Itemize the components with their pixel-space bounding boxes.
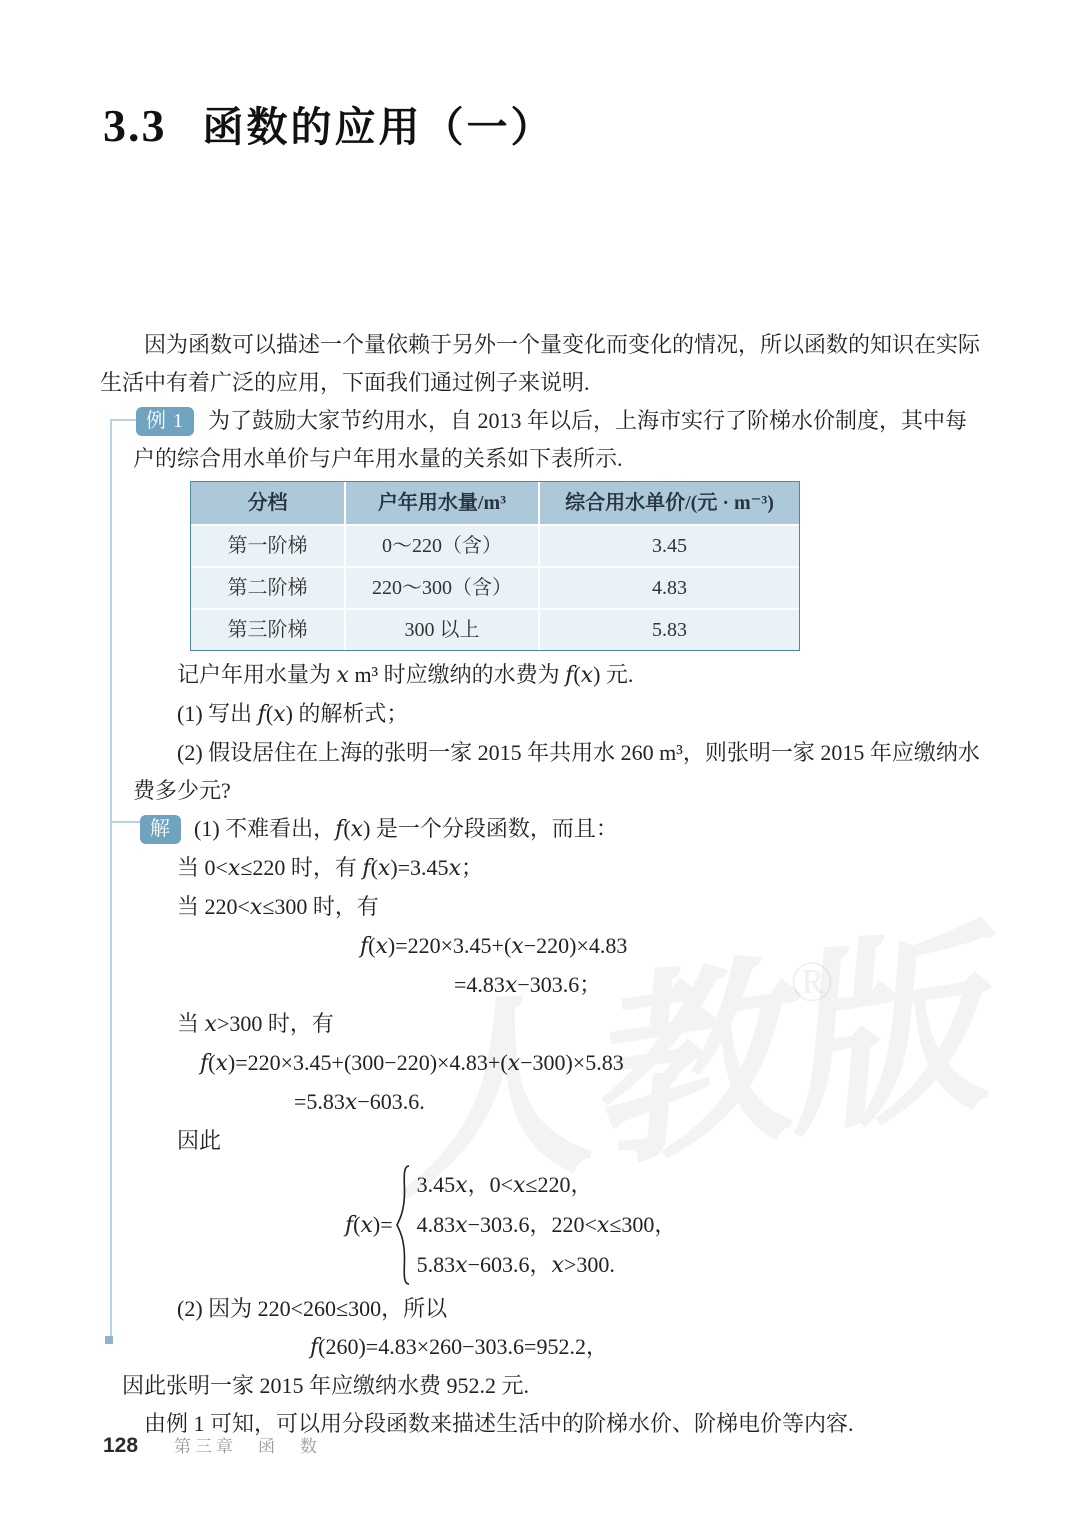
question-2: (2) 假设居住在上海的张明一家 2015 年共用水 260 m³，则张明一家 2015 年应缴纳水费多少元? [133,740,980,803]
piecewise-case-2: 4.83x−303.6，220<x≤300， [416,1212,677,1238]
solution-case-3-intro: 当 x>300 时，有 [177,1011,334,1037]
piecewise-function [345,1164,982,1286]
table-header-row [191,482,799,526]
solution-intro-text: (1) 不难看出，f(x) 是一个分段函数，而且： [194,816,618,842]
therefore-label: 因此 [177,1128,222,1153]
piecewise-case-1: 3.45x，0<x≤220， [416,1172,593,1198]
section-number: 3.3 [103,100,167,151]
table-cell-usage: 0～220（含） [346,526,540,568]
solution-intro [133,810,982,849]
table-cell-tier: 第三阶梯 [191,610,346,650]
table-cell-tier: 第二阶梯 [191,568,346,610]
table-header-price: 综合用水单价/(元 · m⁻³) [540,482,799,526]
section-title-text: 函数的应用（一） [202,104,555,150]
table-row [191,568,799,610]
table-cell-price: 4.83 [540,568,799,610]
equation-case3-line2: =5.83x−603.6. [294,1089,425,1115]
closing-remark: 由例 1 可知，可以用分段函数来描述生活中的阶梯水价、阶梯电价等内容. [144,1411,854,1436]
equation-f260: f(260)=4.83×260−303.6=952.2， [310,1334,608,1360]
table-cell-tier: 第一阶梯 [191,526,346,568]
table-row [191,526,799,568]
page-content [100,326,982,1443]
pricing-table [190,481,800,651]
solution-conclusion: 因此张明一家 2015 年应缴纳水费 952.2 元. [122,1373,530,1398]
example-statement-text: 为了鼓励大家节约用水，自 2013 年以后，上海市实行了阶梯水价制度，其中每户的综合用水单价与户年用水量的关系如下表所示. [133,408,968,471]
curly-brace-icon [395,1164,411,1286]
example-badge: 例 1 [136,407,194,436]
solution-badge: 解 [140,815,181,844]
piecewise-case-3: 5.83x−603.6，x>300. [416,1252,615,1278]
equation-case3-line1: f(x)=220×3.45+(300−220)×4.83+(x−300)×5.83 [200,1050,624,1076]
piecewise-cases [417,1165,677,1285]
table-cell-price: 3.45 [540,526,799,568]
table-cell-usage: 300 以上 [346,610,540,650]
table-row [191,610,799,650]
solution-part2-intro: (2) 因为 220<260≤300，所以 [177,1296,448,1321]
equation-case2-line2: =4.83x−303.6； [454,972,602,998]
table-cell-usage: 220～300（含） [346,568,540,610]
equation-case2-line1: f(x)=220×3.45+(x−220)×4.83 [360,933,628,959]
solution-case-2-intro: 当 220<x≤300 时，有 [177,894,379,920]
section-title [103,94,555,153]
page-footer [103,1432,321,1458]
table-header-tier: 分档 [191,482,346,526]
example-statement [133,402,982,478]
chapter-label: 第三章 函 数 [174,1437,322,1456]
question-1: (1) 写出 f(x) 的解析式； [177,701,409,727]
registered-trademark-icon: ® [790,949,835,1014]
table-cell-price: 5.83 [540,610,799,650]
intro-paragraph: 因为函数可以描述一个量依赖于另外一个量变化而变化的情况，所以函数的知识在实际生活中有着广泛的应用，下面我们通过例子来说明. [100,332,981,395]
piecewise-lhs: f(x)= [345,1211,393,1238]
problem-setup-line: 记户年用水量为 x m³ 时应缴纳的水费为 f(x) 元. [177,662,634,688]
table-header-usage: 户年用水量/m³ [346,482,540,526]
example-block [122,402,982,1405]
solution-case-1: 当 0<x≤220 时，有 f(x)=3.45x； [177,855,483,881]
page-number: 128 [103,1434,139,1457]
